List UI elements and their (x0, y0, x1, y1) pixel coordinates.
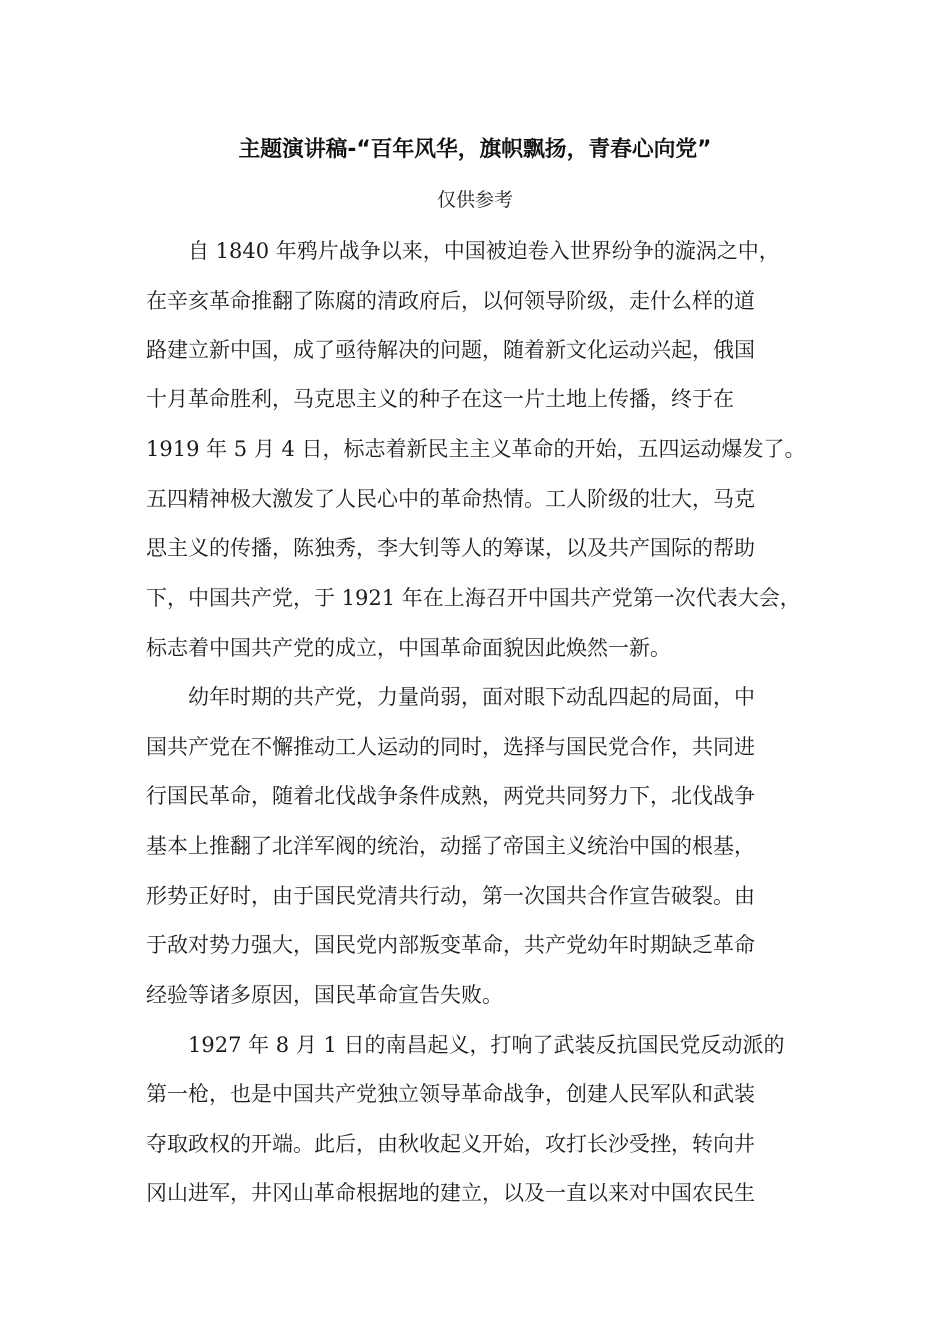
text-line: 1927 年 8 月 1 日的南昌起义，打响了武装反抗国民党反动派的 (146, 1033, 785, 1057)
text-line: 1919 年 5 月 4 日，标志着新民主主义革命的开始，五四运动爆发了。 (146, 437, 806, 461)
text-line: 行国民革命，随着北伐战争条件成熟，两党共同努力下，北伐战争 (146, 784, 755, 808)
text-line: 第一枪，也是中国共产党独立领导革命战争，创建人民军队和武装 (146, 1082, 755, 1106)
document-title: 主题演讲稿-“百年风华，旗帜飘扬，青春心向党” (238, 137, 712, 162)
text-line: 冈山进军，井冈山革命根据地的建立，以及一直以来对中国农民生 (146, 1181, 755, 1205)
text-line: 形势正好时，由于国民党清共行动，第一次国共合作宣告破裂。由 (146, 884, 755, 908)
text-line: 十月革命胜利，马克思主义的种子在这一片土地上传播，终于在 (146, 387, 734, 411)
text-line: 幼年时期的共产党，力量尚弱，面对眼下动乱四起的局面，中 (146, 685, 755, 709)
text-line: 经验等诸多原因，国民革命宣告失败。 (146, 983, 503, 1007)
text-line: 路建立新中国，成了亟待解决的问题，随着新文化运动兴起，俄国 (146, 338, 755, 362)
text-line: 自 1840 年鸦片战争以来，中国被迫卷入世界纷争的漩涡之中， (146, 239, 780, 263)
document-subtitle: 仅供参考 (436, 189, 513, 211)
text-line: 标志着中国共产党的成立，中国革命面貌因此焕然一新。 (146, 636, 671, 660)
text-line: 下，中国共产党，于 1921 年在上海召开中国共产党第一次代表大会， (146, 586, 801, 610)
text-line: 于敌对势力强大，国民党内部叛变革命，共产党幼年时期缺乏革命 (146, 933, 755, 957)
text-line: 五四精神极大激发了人民心中的革命热情。工人阶级的壮大，马克 (146, 487, 755, 511)
text-line: 夺取政权的开端。此后，由秋收起义开始，攻打长沙受挫，转向井 (146, 1132, 755, 1156)
text-line: 基本上推翻了北洋军阀的统治，动摇了帝国主义统治中国的根基， (146, 834, 755, 858)
text-line: 国共产党在不懈推动工人运动的同时，选择与国民党合作，共同进 (146, 735, 755, 759)
text-line: 思主义的传播，陈独秀，李大钊等人的筹谋，以及共产国际的帮助 (146, 536, 755, 560)
text-line: 在辛亥革命推翻了陈腐的清政府后，以何领导阶级，走什么样的道 (146, 289, 755, 313)
